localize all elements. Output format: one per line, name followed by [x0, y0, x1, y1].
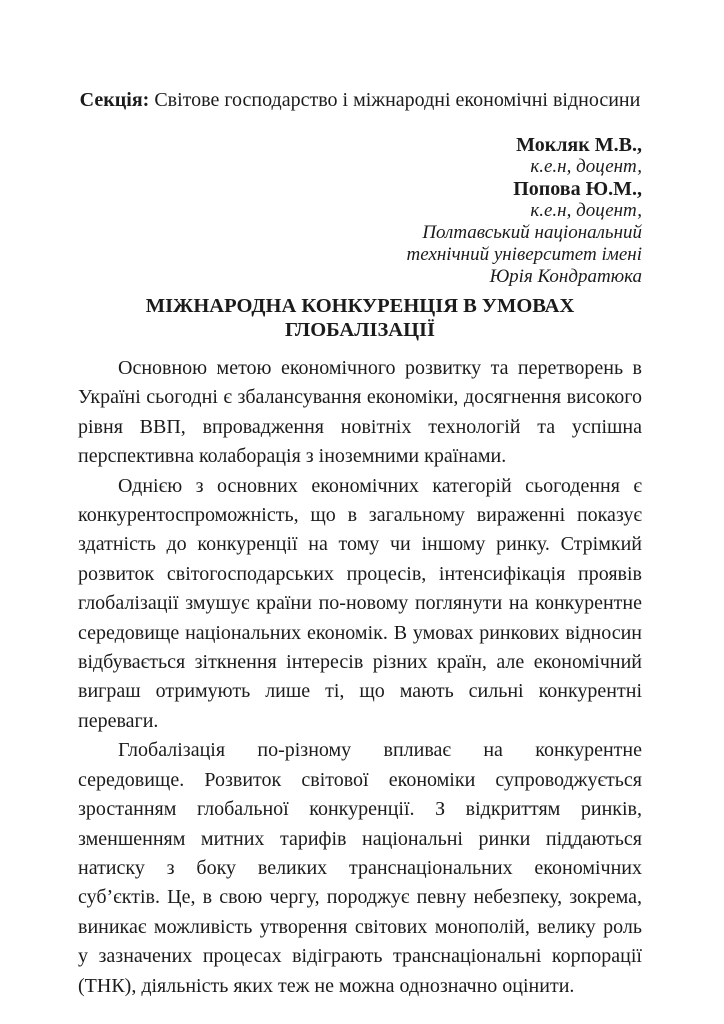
affiliation-line: Полтавський національний	[422, 222, 642, 243]
paper-title: МІЖНАРОДНА КОНКУРЕНЦІЯ В УМОВАХ ГЛОБАЛІЗАЦІЇ	[145, 295, 575, 341]
section-title: Світове господарство і міжнародні економічні відносини	[149, 89, 641, 111]
paper-body	[78, 354, 642, 1001]
author-name: Попова Ю.М.,	[513, 178, 642, 200]
paragraph: Глобалізація по-різному впливає на конкурентне середовище. Розвиток світової економіки супроводжується зростанням глобальної конкуренції. З відкриттям ринків, зменшенням митних тарифів національні ринки піддаються натиску з боку великих транснаціональних економічних суб’єктів. Це, в свою чергу, породжує певну небезпеку, зокрема, виникає можливість утворення світових монополій, велику роль у зазначених процесах відіграють транснаціональні корпорації (ТНК), діяльність яких теж не можна однозначно оцінити.	[78, 739, 642, 997]
section-label: Секція:	[79, 89, 150, 111]
author-role: к.е.н, доцент,	[530, 156, 642, 177]
paragraph: Однією з основних економічних категорій сьогодення є конкурентоспроможність, що в загальному вираженні показує здатність до конкуренції на тому чи іншому ринку. Стрімкий розвиток світогосподарських процесів, інтенсифікація проявів глобалізації змушує країни по-новому поглянути на конкурентне середовище національних економік. В умовах ринкових відносин відбувається зіткнення інтересів різних країн, але економічний виграш отримують лише ті, що мають сильні конкурентні переваги.	[78, 474, 642, 732]
paragraph: Основною метою економічного розвитку та перетворень в Україні сьогодні є збалансування економіки, досягнення високого рівня ВВП, впровадження новітніх технологій та успішна перспективна колаборація з іноземними країнами.	[78, 357, 642, 468]
author-role: к.е.н, доцент,	[530, 200, 642, 221]
affiliation-line: технічний університет імені	[406, 244, 642, 265]
authors-block	[78, 134, 642, 288]
section-heading	[78, 88, 642, 112]
author-name: Мокляк М.В.,	[516, 134, 642, 156]
affiliation-line: Юрія Кондратюка	[489, 266, 642, 287]
